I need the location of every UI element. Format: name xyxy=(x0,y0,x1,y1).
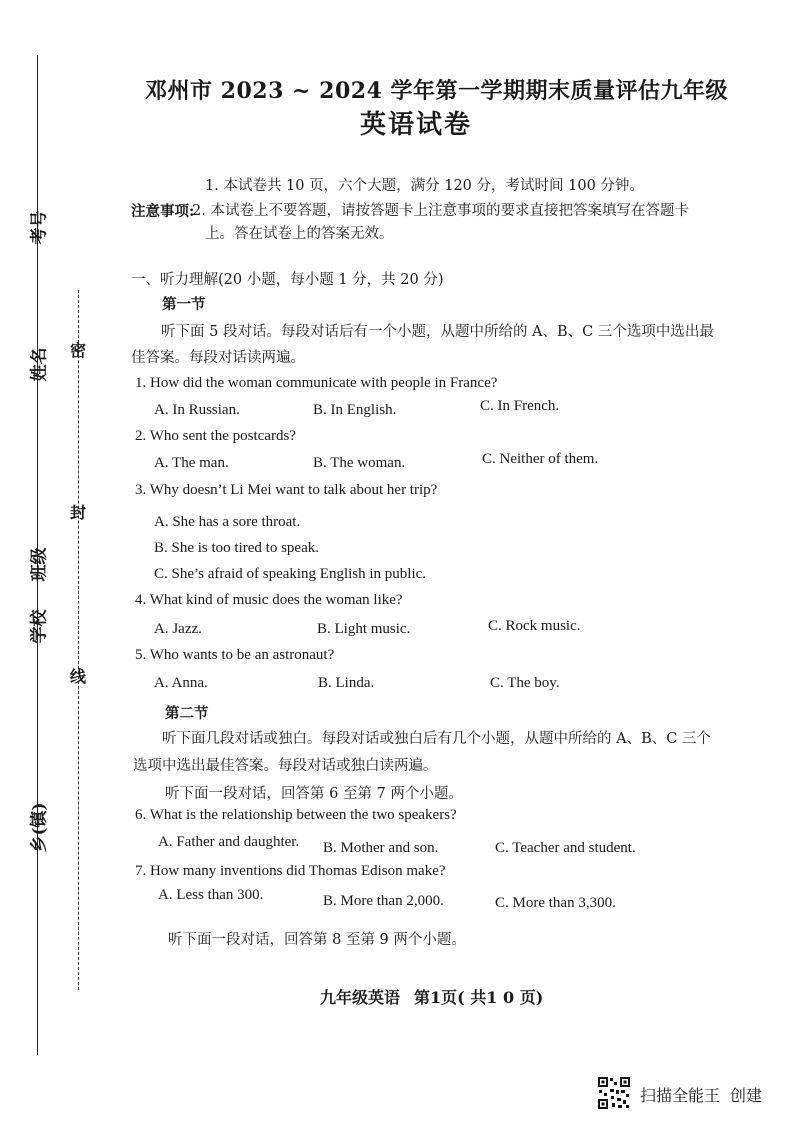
part2-lead-1: 听下面一段对话，回答第 6 至第 7 两个小题。 xyxy=(165,786,463,802)
part1-instruction-b: 佳答案。每段对话读两遍。 xyxy=(131,350,305,366)
part2-instruction-b: 选项中选出最佳答案。每段对话或独白读两遍。 xyxy=(133,758,438,774)
watermark-action: 创建 xyxy=(730,1086,763,1105)
question-1-option-b: B. In English. xyxy=(313,402,397,418)
question-2-option-b: B. The woman. xyxy=(313,455,406,471)
exam-subtitle: 英语试卷 xyxy=(360,110,473,140)
notice-item-2a: 2. 本试卷上不要答题，请按答题卡上注意事项的要求直接把答案填写在答题卡 xyxy=(192,203,689,219)
question-4-option-a: A. Jazz. xyxy=(154,621,202,637)
question-5: 5. Who wants to be an astronaut? xyxy=(135,647,335,663)
watermark-app-name: 扫描全能王 xyxy=(640,1086,721,1105)
part1-label: 第一节 xyxy=(162,296,206,313)
question-2-option-a: A. The man. xyxy=(154,455,229,471)
question-1-option-c: C. In French. xyxy=(480,398,560,414)
question-1: 1. How did the woman communicate with people in France? xyxy=(135,375,498,391)
seal-mi: 密 xyxy=(70,341,87,360)
name-label: 姓名 xyxy=(29,347,50,382)
question-6: 6. What is the relationship between the two speakers? xyxy=(135,807,457,823)
township-label: 乡(镇) xyxy=(29,802,50,853)
part2-lead-2: 听下面一段对话，回答第 8 至第 9 两个小题。 xyxy=(168,932,466,948)
question-1-option-a: A. In Russian. xyxy=(154,402,240,418)
question-3-option-a: A. She has a sore throat. xyxy=(154,514,301,530)
footer-subject: 九年级英语 xyxy=(320,988,401,1007)
notice-item-2b: 上。答在试卷上的答案无效。 xyxy=(205,226,394,242)
question-5-option-c: C. The boy. xyxy=(490,675,560,691)
question-3-option-b: B. She is too tired to speak. xyxy=(154,540,319,556)
qr-code-icon xyxy=(597,1076,631,1110)
question-6-option-a: A. Father and daughter. xyxy=(158,834,300,850)
school-label: 学校 xyxy=(29,609,50,644)
notice-item-1: 1. 本试卷共 10 页，六个大题，满分 120 分，考试时间 100 分钟。 xyxy=(205,178,644,194)
notice-label: 注意事项: xyxy=(131,203,195,220)
part1-instruction-a: 听下面 5 段对话。每段对话后有一个小题，从题中所给的 A、B、C 三个选项中选出最 xyxy=(161,324,714,340)
question-3-option-c: C. She’s afraid of speaking English in public. xyxy=(154,566,427,582)
section1-heading: 一、听力理解(20 小题，每小题 1 分，共 20 分) xyxy=(131,272,444,288)
question-4: 4. What kind of music does the woman like? xyxy=(135,592,403,608)
question-7-option-a: A. Less than 300. xyxy=(158,887,264,903)
question-3: 3. Why doesn’t Li Mei want to talk about her trip? xyxy=(135,482,438,498)
question-7-option-c: C. More than 3,300. xyxy=(495,895,616,911)
part2-instruction-a: 听下面几段对话或独白。每段对话或独白后有几个小题，从题中所给的 A、B、C 三个 xyxy=(162,731,711,747)
part2-label: 第二节 xyxy=(165,705,209,722)
question-2-option-c: C. Neither of them. xyxy=(482,451,599,467)
page-footer xyxy=(320,985,557,1008)
question-7: 7. How many inventions did Thomas Edison make? xyxy=(135,863,446,879)
question-5-option-a: A. Anna. xyxy=(154,675,208,691)
exam-title: 邓州市 2023 ~ 2024 学年第一学期期末质量评估九年级 xyxy=(145,78,729,104)
seal-xian: 线 xyxy=(70,667,87,686)
class-label: 班级 xyxy=(29,547,50,582)
question-4-option-b: B. Light music. xyxy=(317,621,411,637)
question-4-option-c: C. Rock music. xyxy=(488,618,581,634)
footer-page-number: 第1页( 共1 0 页) xyxy=(414,988,544,1007)
exam-number-label: 考号 xyxy=(29,210,50,245)
question-2: 2. Who sent the postcards? xyxy=(135,428,296,444)
question-5-option-b: B. Linda. xyxy=(318,675,375,691)
question-7-option-b: B. More than 2,000. xyxy=(323,893,444,909)
question-6-option-c: C. Teacher and student. xyxy=(495,840,636,856)
binding-line-seal xyxy=(78,290,79,990)
seal-feng: 封 xyxy=(70,503,87,522)
scanner-watermark xyxy=(640,1083,772,1106)
question-6-option-b: B. Mother and son. xyxy=(323,840,439,856)
